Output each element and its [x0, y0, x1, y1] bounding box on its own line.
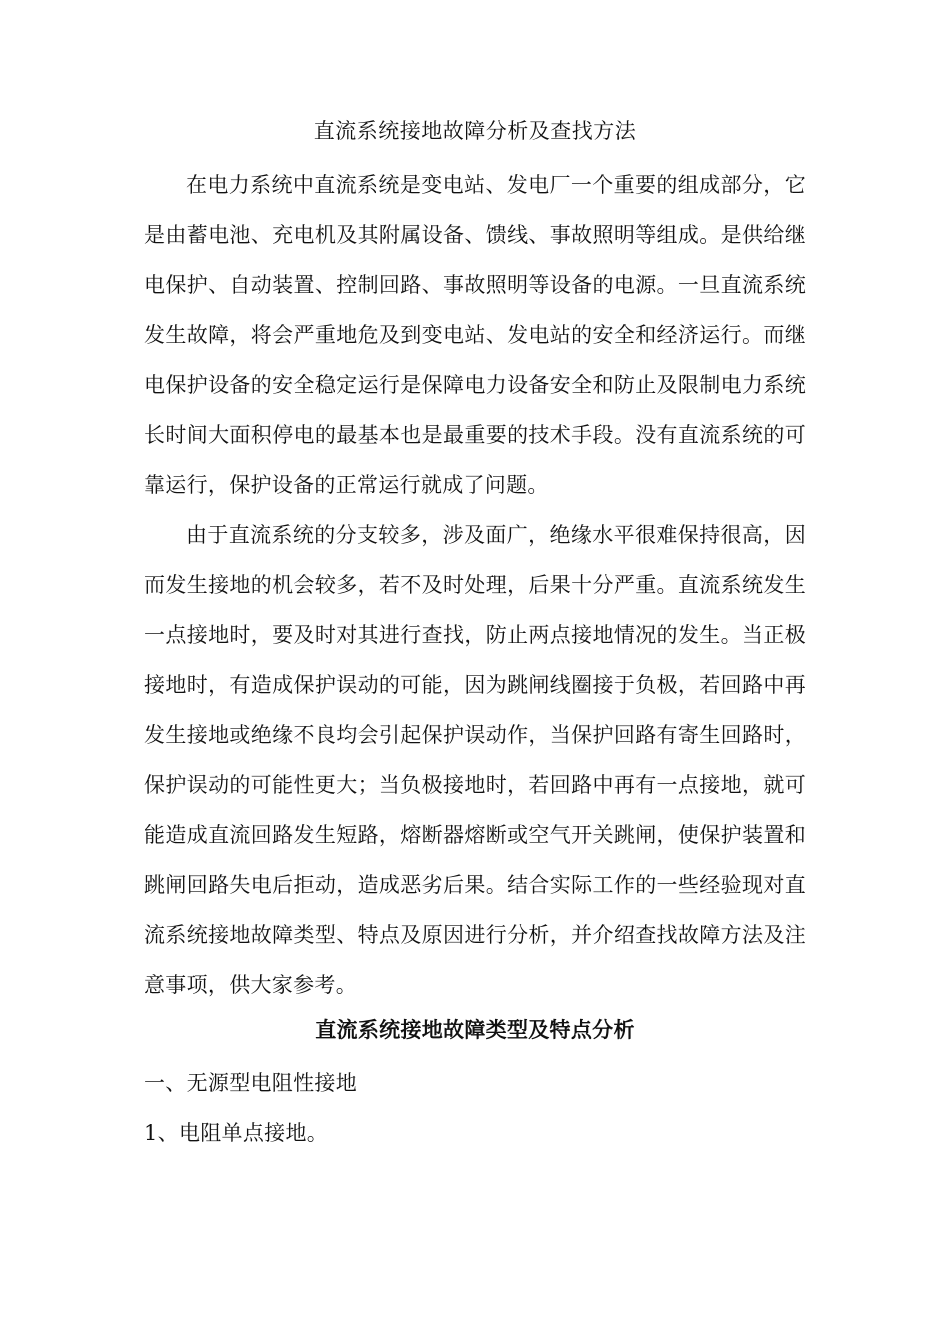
paragraph-grounding: 由于直流系统的分支较多，涉及面广，绝缘水平很难保持很高，因而发生接地的机会较多，若不及时处理，后果十分严重。直流系统发生一点接地时，要及时对其进行查找，防止两点接地情况的发生。当正极接地时，有造成保护误动的可能，因为跳闸线圈接于负极，若回路中再发生接地或绝缘不良均会引起保护误动作，当保护回路有寄生回路时，保护误动的可能性更大；当负极接地时，若回路中再有一点接地，就可能造成直流回路发生短路，熔断器熔断或空气开关跳闸，使保护装置和跳闸回路失电后拒动，造成恶劣后果。结合实际工作的一些经验现对直流系统接地故障类型、特点及原因进行分析，并介绍查找故障方法及注意事项，供大家参考。 — [144, 523, 806, 997]
paragraph-intro: 在电力系统中直流系统是变电站、发电厂一个重要的组成部分，它是由蓄电池、充电机及其附属设备、馈线、事故照明等组成。是供给继电保护、自动装置、控制回路、事故照明等设备的电源。一旦直流系统发生故障，将会严重地危及到变电站、发电站的安全和经济运行。而继电保护设备的安全稳定运行是保障电力设备安全和防止及限制电力系统长时间大面积停电的最基本也是最重要的技术手段。没有直流系统的可靠运行，保护设备的正常运行就成了问题。 — [144, 173, 806, 497]
section-heading: 一、无源型电阻性接地 — [144, 1071, 357, 1095]
section-subtitle: 直流系统接地故障类型及特点分析 — [315, 1017, 635, 1042]
item-heading: 1、电阻单点接地。 — [144, 1121, 329, 1145]
document-title: 直流系统接地故障分析及查找方法 — [313, 119, 637, 143]
